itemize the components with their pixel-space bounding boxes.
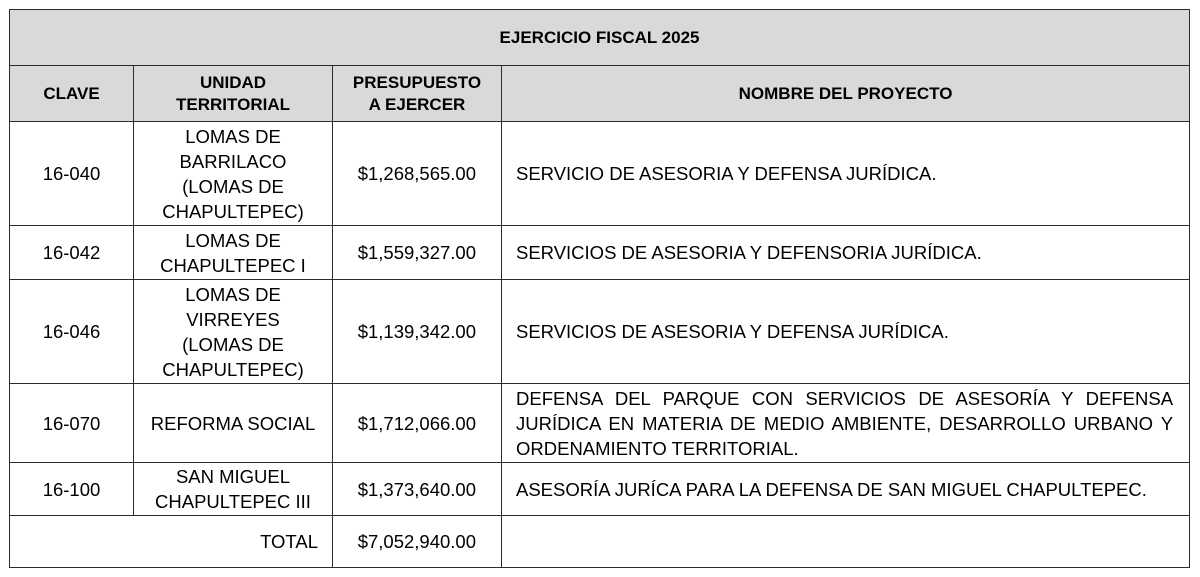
header-unidad-line1: UNIDAD: [199, 72, 267, 92]
unidad-line: CHAPULTEPEC): [162, 358, 304, 380]
clave-cell: 16-046: [10, 280, 134, 384]
clave-cell: 16-040: [10, 122, 134, 226]
presupuesto-cell: [333, 463, 502, 516]
header-unidad-territorial: [134, 66, 333, 122]
proyecto-cell: ASESORÍA JURÍCA PARA LA DEFENSA DE SAN MIGUEL CHAPULTEPEC.: [502, 463, 1190, 516]
total-empty-cell: [502, 516, 1190, 568]
unidad-line: CHAPULTEPEC): [162, 200, 304, 222]
presupuesto-value: $1,559,327.00: [357, 242, 476, 263]
total-row: [10, 516, 1190, 568]
proyecto-cell: SERVICIOS DE ASESORIA Y DEFENSORIA JURÍDICA.: [502, 226, 1190, 280]
header-nombre-text: NOMBRE DEL PROYECTO: [738, 83, 953, 103]
header-clave-text: CLAVE: [43, 83, 100, 103]
proyecto-cell: DEFENSA DEL PARQUE CON SERVICIOS DE ASESORÍA Y DEFENSA JURÍDICA EN MATERIA DE MEDIO AMBIENTE, DESARROLLO URBANO Y ORDENAMIENTO TERRITORIAL.: [502, 384, 1190, 463]
table-row: [10, 463, 1190, 516]
total-presupuesto-value: $7,052,940.00: [357, 531, 476, 552]
column-header-row: [10, 66, 1190, 122]
presupuesto-value: $1,139,342.00: [357, 321, 476, 342]
table-head: [10, 10, 1190, 122]
unidad-line: CHAPULTEPEC III: [155, 491, 311, 512]
presupuesto-value: $1,268,565.00: [357, 163, 476, 184]
unidad-cell: [134, 280, 333, 384]
table-row: [10, 122, 1190, 226]
unidad-line: LOMAS DE: [185, 283, 281, 305]
total-label: TOTAL: [10, 516, 333, 568]
unidad-line: (LOMAS DE: [182, 333, 284, 355]
fiscal-year-title: EJERCICIO FISCAL 2025: [10, 10, 1190, 66]
clave-cell: 16-042: [10, 226, 134, 280]
total-presupuesto-cell: [333, 516, 502, 568]
table-row: [10, 384, 1190, 463]
unidad-line: LOMAS DE: [185, 125, 281, 147]
proyecto-cell: SERVICIO DE ASESORIA Y DEFENSA JURÍDICA.: [502, 122, 1190, 226]
unidad-line: REFORMA SOCIAL: [150, 412, 316, 434]
header-presupuesto: [333, 66, 502, 122]
header-clave: [10, 66, 134, 122]
presupuesto-cell: [333, 122, 502, 226]
unidad-line: LOMAS DE: [185, 229, 281, 251]
header-nombre-proyecto: [502, 66, 1190, 122]
header-unidad-line2: TERRITORIAL: [176, 94, 290, 114]
header-presupuesto-line1: PRESUPUESTO: [352, 72, 482, 92]
unidad-cell: [134, 384, 333, 463]
clave-cell: 16-100: [10, 463, 134, 516]
proyecto-cell: SERVICIOS DE ASESORIA Y DEFENSA JURÍDICA.: [502, 280, 1190, 384]
unidad-line: BARRILACO: [179, 150, 287, 172]
unidad-cell: [134, 226, 333, 280]
title-row: [10, 10, 1190, 66]
unidad-line: VIRREYES: [186, 308, 280, 330]
presupuesto-cell: [333, 384, 502, 463]
unidad-line: (LOMAS DE: [182, 175, 284, 197]
header-presupuesto-line2: A EJERCER: [368, 94, 466, 114]
table-body: [10, 122, 1190, 568]
unidad-line: CHAPULTEPEC I: [160, 254, 306, 276]
table-row: [10, 280, 1190, 384]
presupuesto-value: $1,373,640.00: [357, 478, 476, 500]
unidad-line: SAN MIGUEL: [175, 466, 291, 487]
unidad-cell: [134, 122, 333, 226]
presupuesto-value: $1,712,066.00: [357, 412, 476, 434]
budget-table: [9, 9, 1190, 568]
table-row: [10, 226, 1190, 280]
unidad-cell: [134, 463, 333, 516]
presupuesto-cell: [333, 226, 502, 280]
presupuesto-cell: [333, 280, 502, 384]
clave-cell: 16-070: [10, 384, 134, 463]
